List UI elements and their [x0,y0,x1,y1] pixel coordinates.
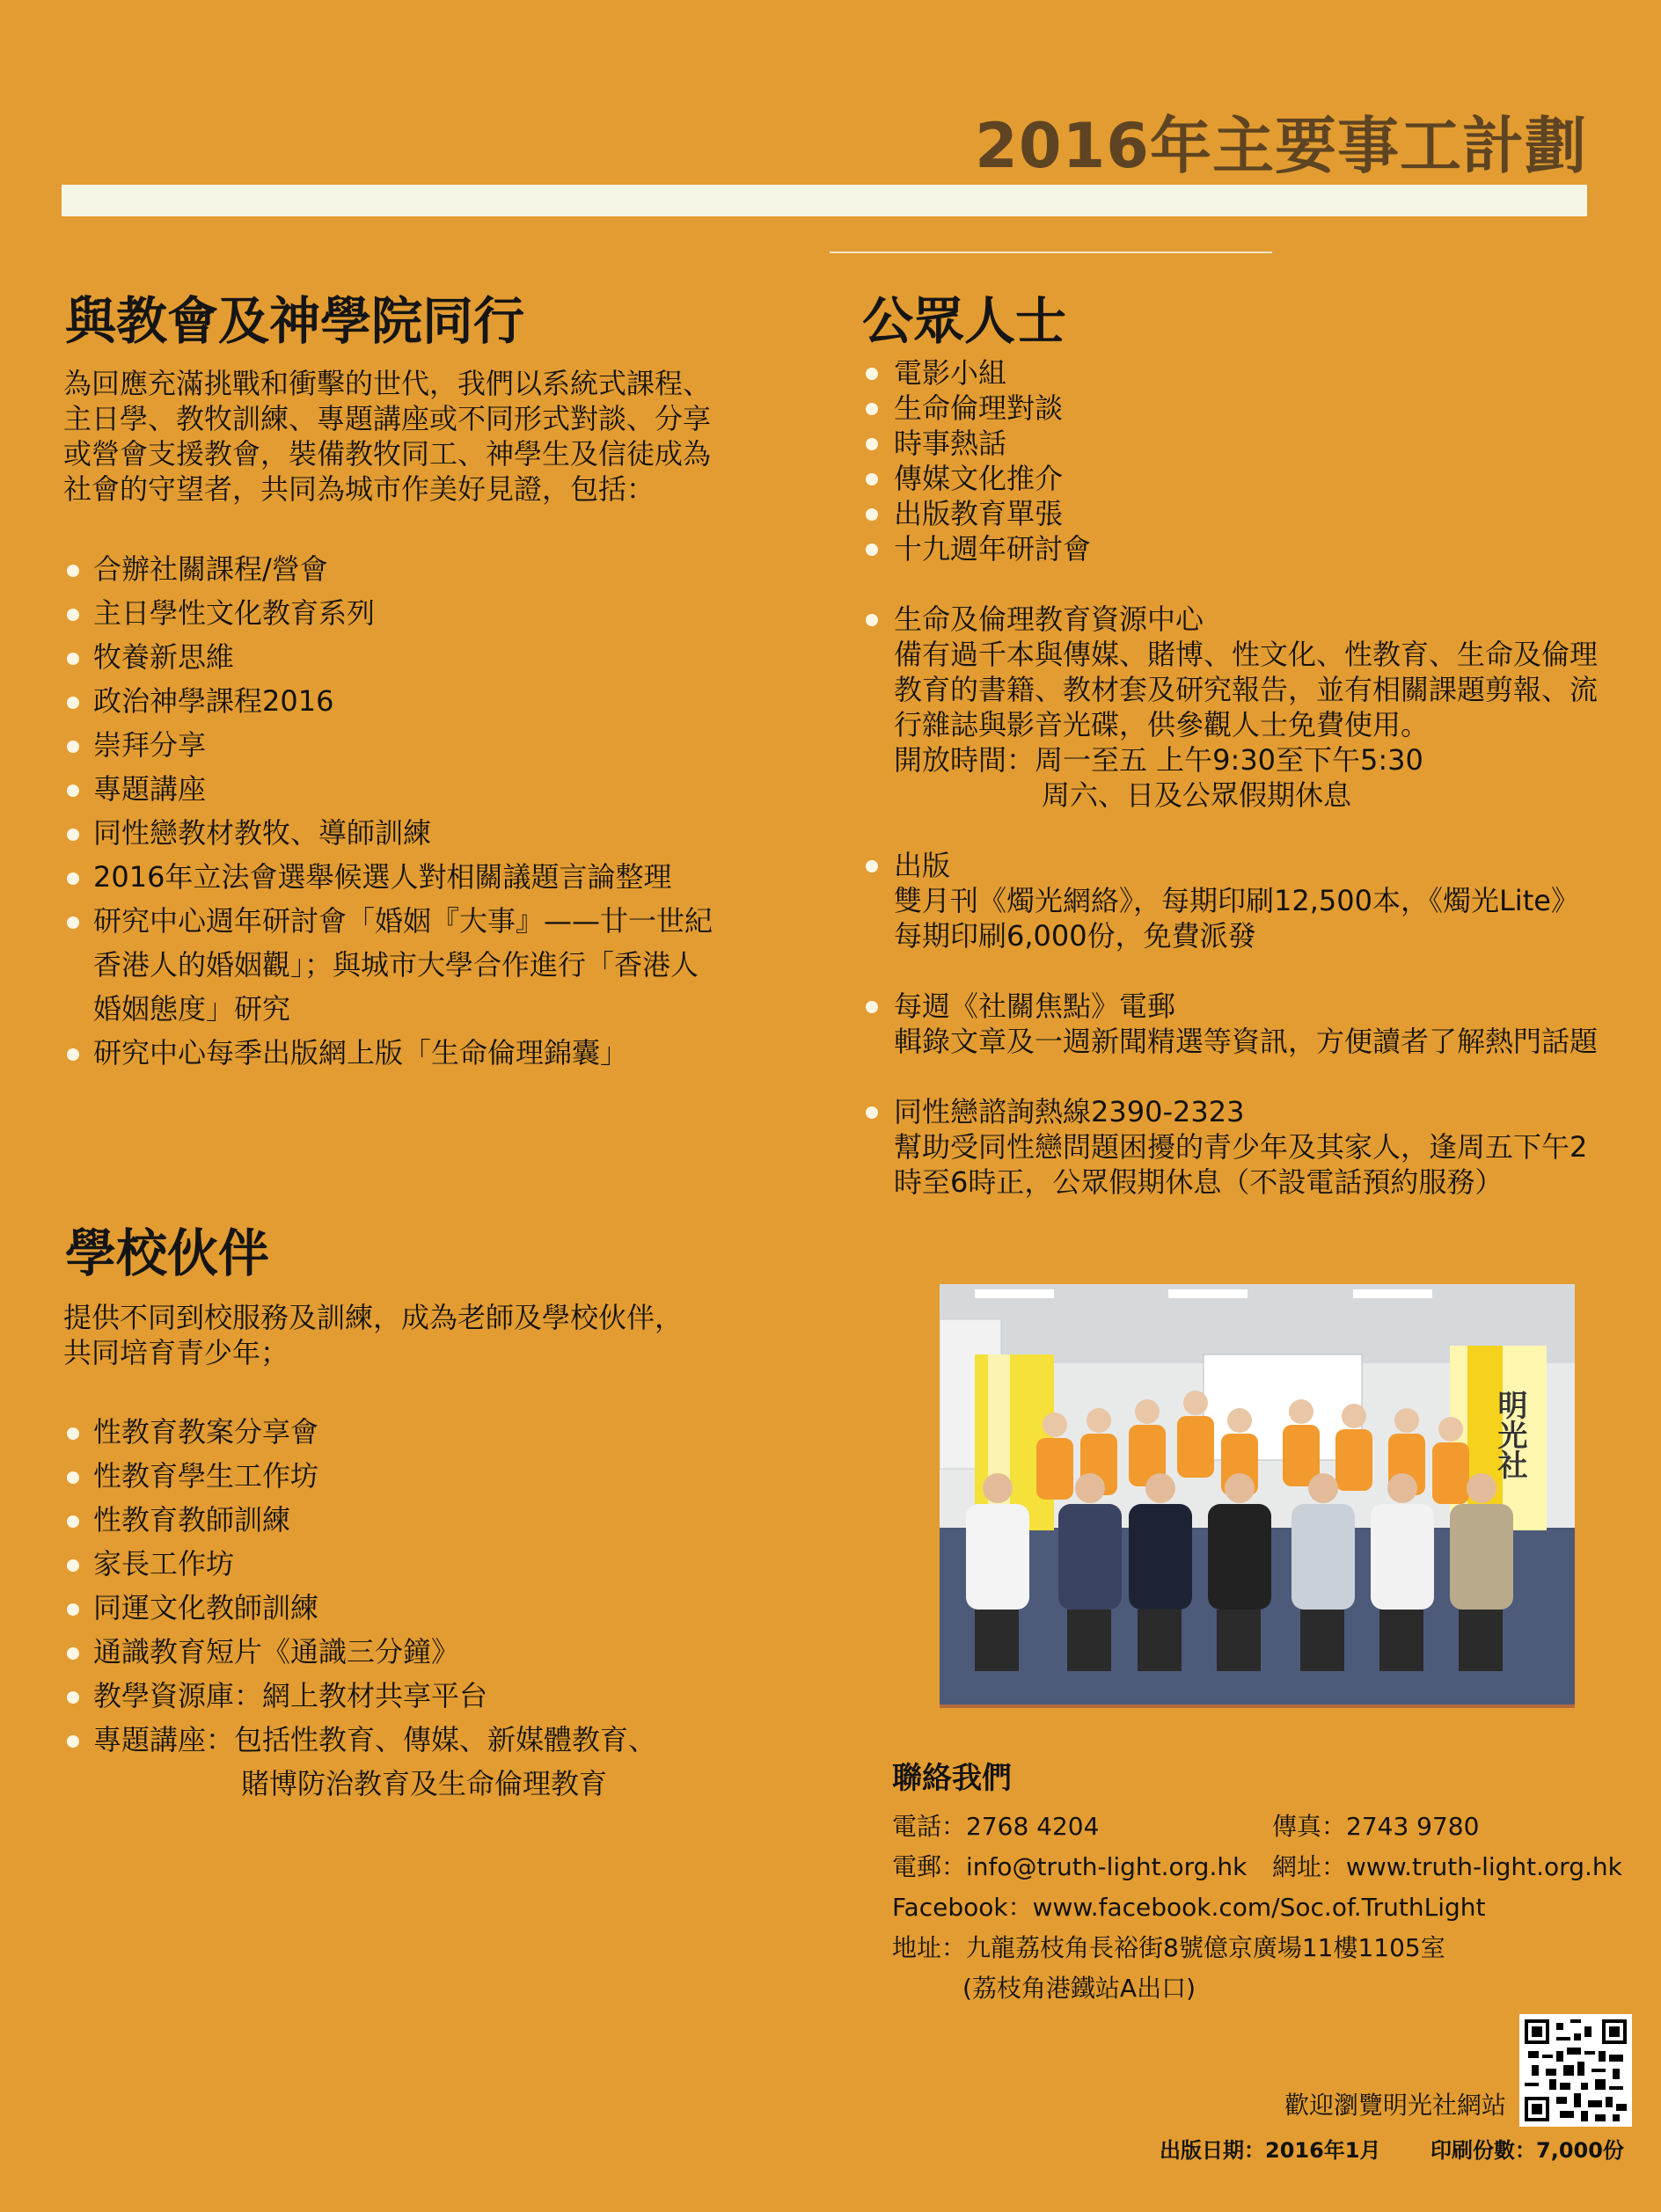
school-list [63,1410,794,1806]
list-item: 政治神學課程2016 [63,679,794,723]
list-item: 性教育教案分享會 [63,1410,794,1454]
list-item: 教學資源庫：網上教材共享平台 [63,1674,794,1718]
list-item: 十九週年研討會 [864,531,1647,566]
list-item: 生命倫理對談 [864,391,1647,426]
print-count: 印刷份數：7,000份 [1431,2138,1624,2163]
list-item-line: 研究中心週年研討會「婚姻『大事』——廿一世紀 [93,904,713,938]
list-item: 同性戀教材教牧、導師訓練 [63,811,794,855]
list-item: 時事熱話 [864,426,1647,461]
list-item: 2016年立法會選舉候選人對相關議題言論整理 [63,855,794,899]
opening-hours: 開放時間：周一至五 上午9:30至下午5:30 [894,743,1423,777]
fax: 傳真：2743 9780 [1272,1812,1480,1841]
divider [830,252,1272,253]
welcome-text: 歡迎瀏覽明光社網站 [1284,2091,1506,2120]
qr-code-icon [1525,2019,1627,2121]
list-item-lecture [63,1718,794,1806]
church-intro-line: 為回應充滿挑戰和衝擊的世代，我們以系統式課程、 [63,367,712,400]
address: 地址：九龍荔枝角長裕街8號億京廣場11樓1105室 [892,1933,1445,1962]
list-item: 出版教育單張 [864,496,1647,531]
group-photo [940,1284,1575,1708]
list-item-line: 專題講座：包括性教育、傳媒、新媒體教育、 [93,1723,657,1756]
school-intro-line: 提供不同到校服務及訓練，成為老師及學校伙伴， [63,1301,684,1334]
school-intro-line: 共同培育青少年； [63,1336,289,1369]
phone: 電話：2768 4204 [892,1812,1100,1841]
school-intro [63,1300,767,1370]
facebook-link[interactable]: Facebook：www.facebook.com/Soc.of.TruthLight [892,1893,1486,1922]
list-item-research [63,899,794,1031]
contact-block [892,1807,1649,2009]
list-item: 同運文化教師訓練 [63,1586,794,1630]
church-intro [63,366,767,507]
list-item: 研究中心每季出版網上版「生命倫理錦囊」 [63,1031,794,1075]
list-item: 牧養新思維 [63,635,794,679]
church-list [63,547,794,1075]
resource-center-desc: 教育的書籍、教材套及研究報告，並有相關課題剪報、流 [894,673,1599,706]
publication-desc: 雙月刊《燭光網絡》，每期印刷12,500本，《燭光Lite》 [894,884,1579,917]
contact-row [892,1807,1649,1847]
website-link[interactable]: 網址：www.truth-light.org.hk [1272,1852,1622,1881]
contact-heading: 聯絡我們 [892,1761,1012,1796]
publication-title: 出版 [894,849,951,882]
resource-center-desc: 備有過千本與傳媒、賭博、性文化、性教育、生命及倫理 [894,638,1599,671]
list-item: 性教育教師訓練 [63,1498,794,1542]
hotline-desc: 時至6時正，公眾假期休息（不設電話預約服務） [894,1165,1504,1199]
church-intro-line: 社會的守望者，共同為城市作美好見證，包括： [63,472,655,506]
opening-hours-weekend: 周六、日及公眾假期休息 [1042,778,1352,812]
hotline-title: 同性戀諮詢熱線2390-2323 [894,1095,1245,1128]
school-heading: 學校伙伴 [65,1223,270,1283]
email-item [864,989,1647,1059]
list-item-line: 婚姻態度」研究 [93,992,291,1026]
list-item: 通識教育短片《通識三分鐘》 [63,1630,794,1674]
resource-center-item [864,602,1647,813]
banner-text: 明光社 [1492,1390,1527,1479]
church-intro-line: 主日學、教牧訓練、專題講座或不同形式對談、分享 [63,402,712,435]
public-heading: 公眾人士 [862,291,1067,351]
group-photo-illustration [940,1284,1575,1705]
address-note: (荔枝角港鐵站A出口) [962,1974,1196,2003]
hotline-desc: 幫助受同性戀問題困擾的青少年及其家人，逢周五下午2 [894,1130,1588,1164]
resource-center-title: 生命及倫理教育資源中心 [894,602,1204,636]
email-link[interactable]: 電郵：info@truth-light.org.hk [892,1852,1248,1881]
page-title: 2016年主要事工計劃 [975,110,1587,182]
list-item: 傳媒文化推介 [864,461,1647,496]
list-item: 電影小組 [864,355,1647,391]
hotline-item [864,1094,1647,1200]
list-item: 專題講座 [63,767,794,811]
list-item: 家長工作坊 [63,1542,794,1586]
resource-center-desc: 行雜誌與影音光碟，供參觀人士免費使用。 [894,708,1430,741]
list-item-line: 香港人的婚姻觀」；與城市大學合作進行「香港人 [93,948,699,982]
publication-desc: 每期印刷6,000份，免費派發 [894,919,1256,953]
list-item-line: 賭博防治教育及生命倫理教育 [241,1767,608,1800]
church-intro-line: 或營會支援教會，裝備教牧同工、神學生及信徒成為 [63,437,712,471]
list-item: 合辦社關課程/營會 [63,547,794,591]
church-heading: 與教會及神學院同行 [65,291,525,351]
contact-row [892,1847,1649,1887]
email-desc: 輯錄文章及一週新聞精選等資訊，方便讀者了解熱門話題 [894,1025,1599,1058]
publish-date: 出版日期：2016年1月 [1160,2138,1381,2163]
list-item: 崇拜分享 [63,723,794,767]
publication-item [864,848,1647,953]
title-bar [62,185,1587,216]
list-item: 主日學性文化教育系列 [63,591,794,635]
email-title: 每週《社關焦點》電郵 [894,989,1176,1023]
qr-code[interactable] [1519,2014,1632,2127]
public-list [864,355,1647,1200]
list-item: 性教育學生工作坊 [63,1454,794,1498]
